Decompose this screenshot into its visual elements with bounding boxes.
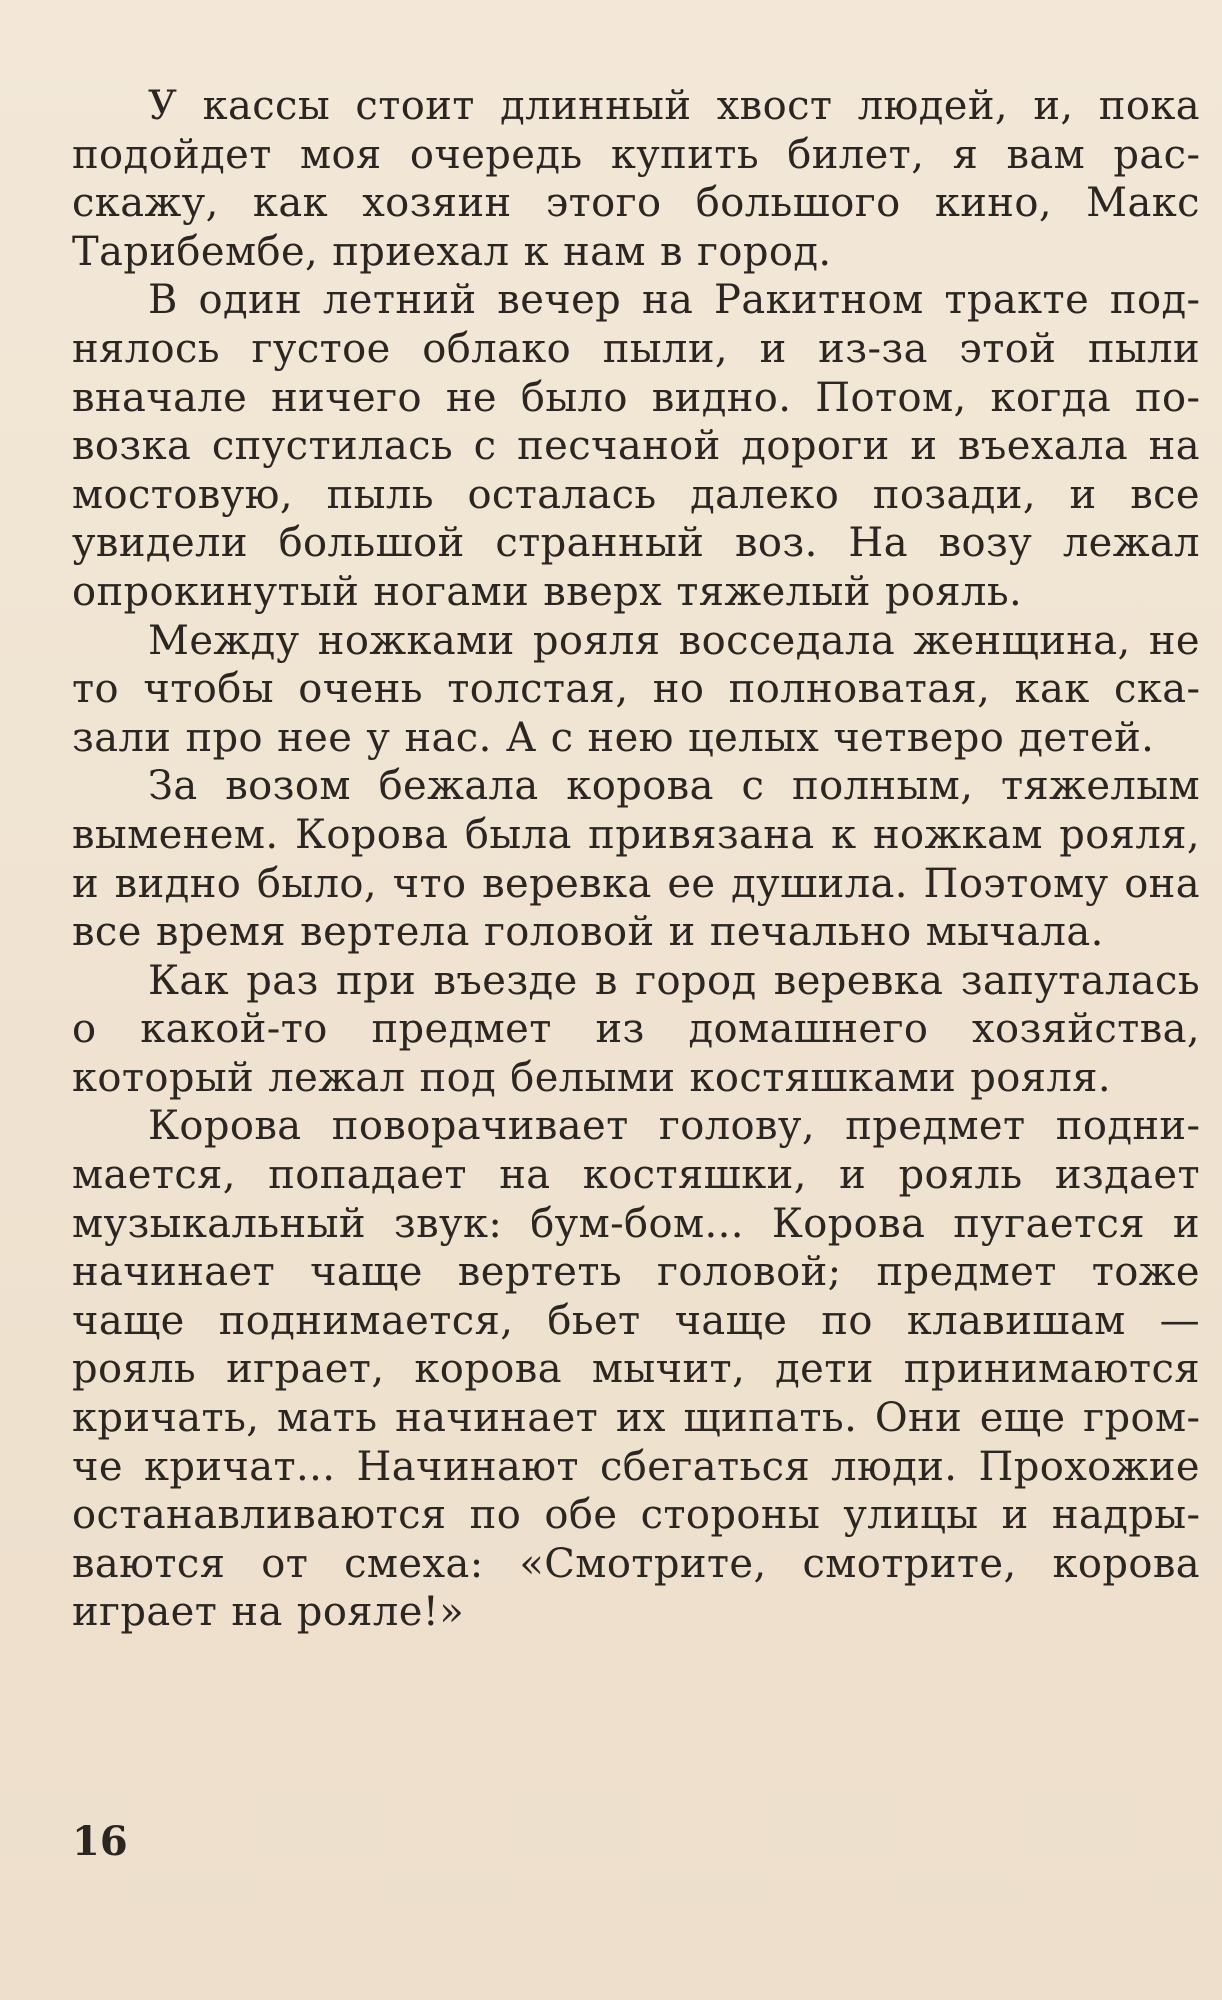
- page-number: 16: [72, 1818, 128, 1865]
- paragraph-1: У кассы стоит длинный хвост людей, и, пока подойдет моя очередь купить билет, я вам расскажу, как хозяин этого большого кино, Макс Тарибембе, приехал к нам в город.: [72, 83, 1200, 275]
- body-text: [72, 82, 1200, 1637]
- paragraph-2: В один летний вечер на Ракитном тракте поднялось густое облако пыли, и из-за этой пыли вначале ничего не было видно. Потом, когда повозка спустилась с песчаной дороги и въехала на мостовую, пыль осталась далеко позади, и все увидели большой странный воз. На возу лежал опрокинутый ногами вверх тяжелый рояль.: [72, 277, 1200, 615]
- paragraph-6: Корова поворачивает голову, предмет поднимается, попадает на костяшки, и рояль издает музыкальный звук: бум-бом... Корова пугается и начинает чаще вертеть головой; предмет тоже чаще поднимается, бьет чаще по клавишам — рояль играет, корова мычит, дети принимаются кричать, мать начинает их щипать. Они еще громче кричат... Начинают сбегаться люди. Прохожие останавливаются по обе стороны улицы и надрываются от смеха: «Смотрите, смотрите, корова играет на рояле!»: [72, 1103, 1200, 1636]
- paragraph-4: За возом бежала корова с полным, тяжелым выменем. Корова была привязана к ножкам рояля, и видно было, что веревка ее душила. Поэтому она все время вертела головой и печально мычала.: [72, 763, 1200, 956]
- paragraph-3: Между ножками рояля восседала женщина, не то чтобы очень толстая, но полноватая, как сказали про нее у нас. А с нею целых четверо детей.: [72, 617, 1200, 761]
- paragraph-5: Как раз при въезде в город веревка запуталась о какой-то предмет из домашнего хозяйства, который лежал под белыми костяшками рояля.: [72, 957, 1200, 1101]
